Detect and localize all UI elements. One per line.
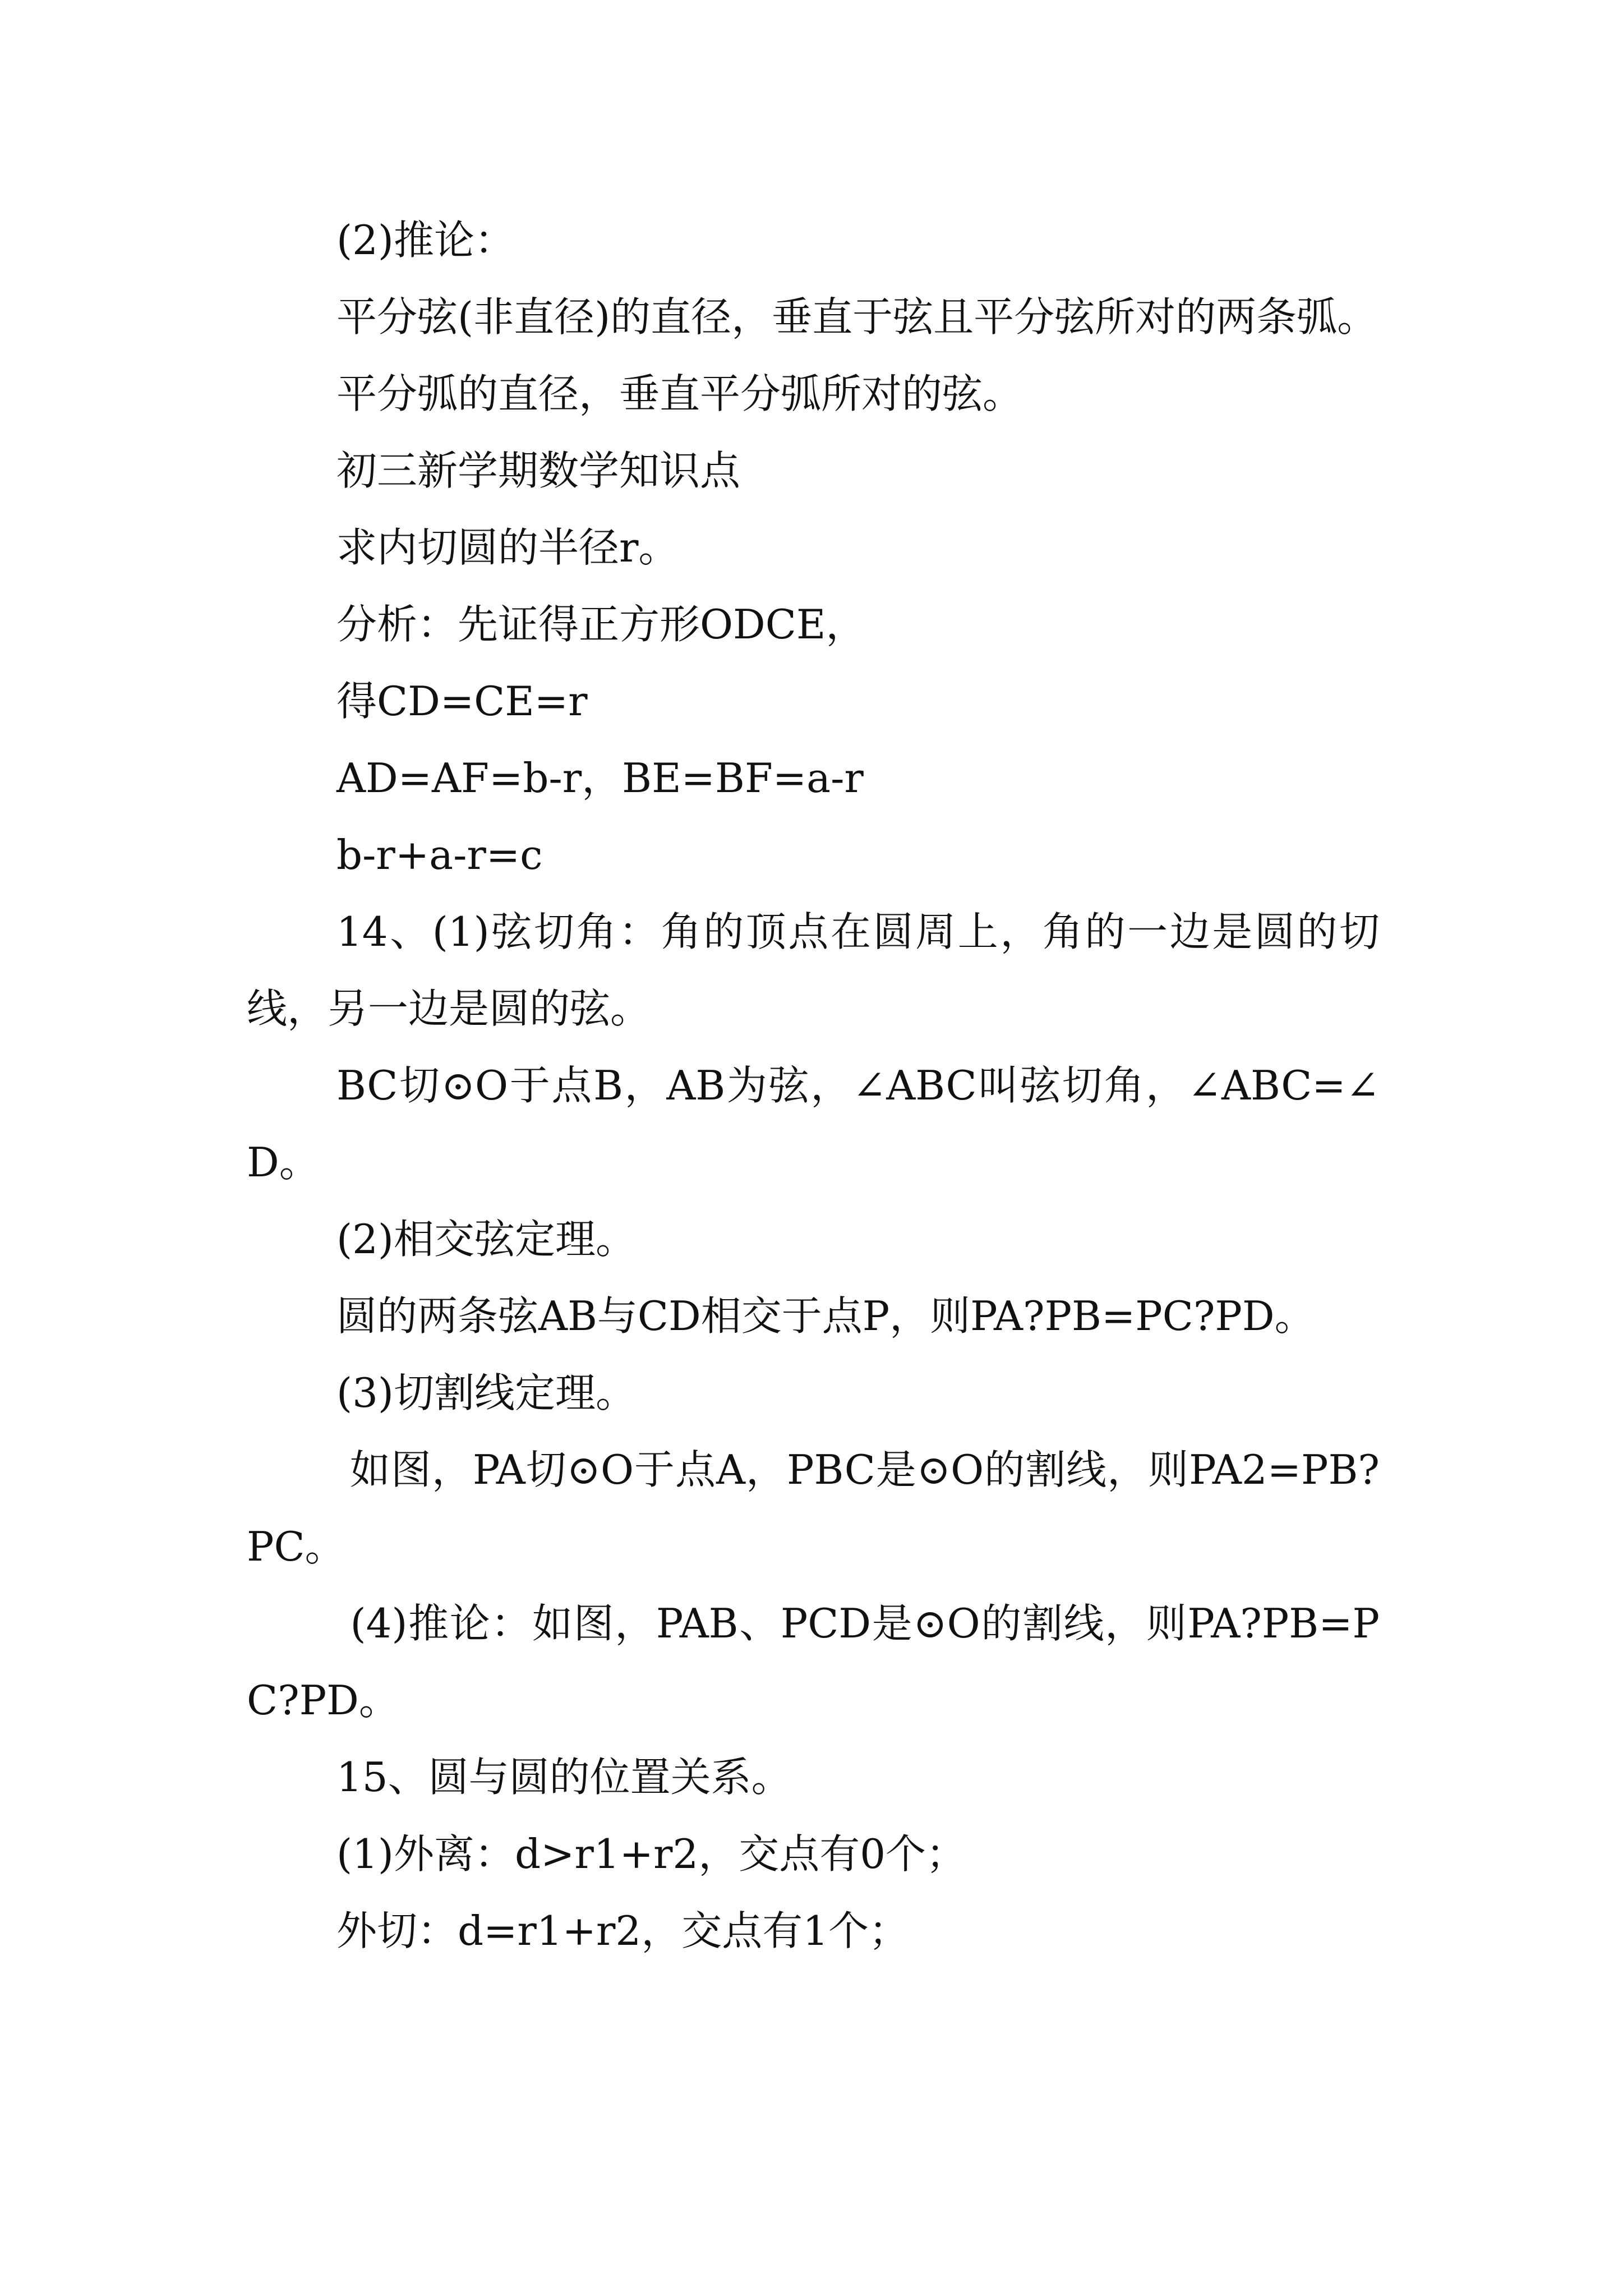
paragraph-analysis: 分析：先证得正方形ODCE， — [336, 601, 866, 648]
paragraph-corollary-heading: (2)推论： — [336, 217, 515, 264]
paragraph-section-title: 初三新学期数学知识点 — [336, 447, 741, 494]
paragraph-bisect-chord: 平分弦(非直径)的直径，垂直于弦且平分弦所对的两条弧。 — [336, 293, 1378, 341]
paragraph-external-separate: (1)外离：d>r1+r2，交点有0个； — [336, 1830, 966, 1878]
paragraph-secant-heading: (3)切割线定理。 — [336, 1369, 636, 1416]
paragraph-equation: b-r+a-r=c — [336, 831, 543, 878]
paragraph-secant-corollary: (4)推论：如图，PAB、PCD是⊙O的割线，则PA?PB=PC?PD。 — [247, 1600, 1380, 1724]
paragraph-cd-ce: 得CD=CE=r — [336, 678, 588, 725]
paragraph-bc-tangent: BC切⊙O于点B，AB为弦，∠ABC叫弦切角，∠ABC=∠D。 — [247, 1062, 1380, 1186]
paragraph-secant-theorem: 如图，PA切⊙O于点A，PBC是⊙O的割线，则PA2=PB?PC。 — [247, 1446, 1380, 1570]
paragraph-ad-af: AD=AF=b-r，BE=BF=a-r — [336, 754, 864, 802]
paragraph-intersecting-chords: 圆的两条弦AB与CD相交于点P，则PA?PB=PC?PD。 — [336, 1292, 1315, 1340]
paragraph-intersecting-chords-heading: (2)相交弦定理。 — [336, 1216, 636, 1263]
paragraph-circle-positions: 15、圆与圆的位置关系。 — [336, 1754, 792, 1801]
document-body — [247, 202, 1380, 1970]
paragraph-external-tangent: 外切：d=r1+r2，交点有1个； — [336, 1907, 910, 1954]
paragraph-bisect-arc: 平分弧的直径，垂直平分弧所对的弦。 — [336, 370, 1023, 417]
paragraph-inscribed-radius: 求内切圆的半径r。 — [336, 524, 679, 571]
paragraph-tangent-chord-angle: 14、(1)弦切角：角的顶点在圆周上，角的一边是圆的切线，另一边是圆的弦。 — [247, 908, 1380, 1032]
